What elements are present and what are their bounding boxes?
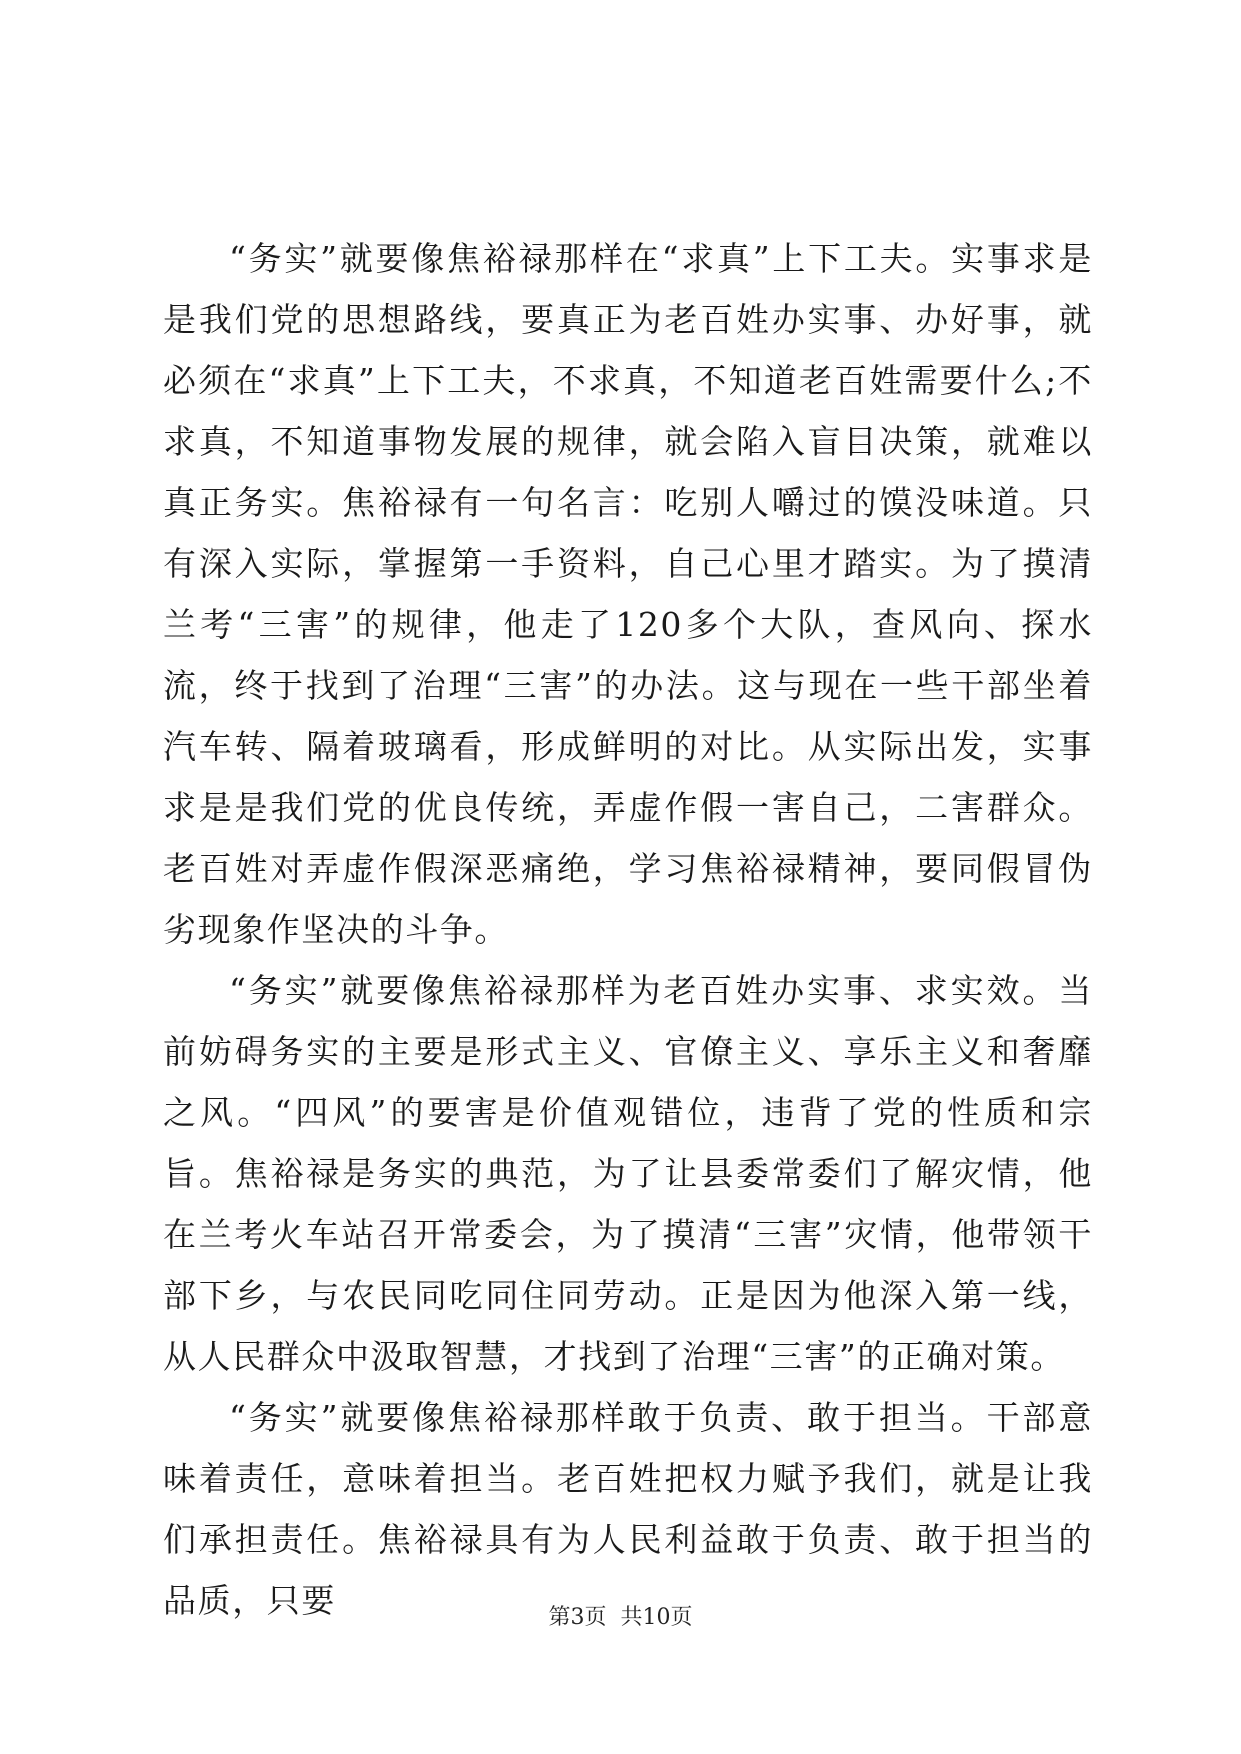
paragraph-responsibility: “务实”就要像焦裕禄那样敢于负责、敢于担当。干部意味着责任，意味着担当。老百姓把权力赋予我们，就是让我们承担责任。焦裕禄具有为人民利益敢于负责、敢于担当的品质，只要 bbox=[163, 1398, 1093, 1620]
page-footer bbox=[0, 1600, 1241, 1631]
body-text bbox=[163, 228, 1093, 1631]
page-total: 共10页 bbox=[620, 1605, 693, 1630]
paragraph-practical-results: “务实”就要像焦裕禄那样为老百姓办实事、求实效。当前妨碍务实的主要是形式主义、官僚主义、享乐主义和奢靡之风。“四风”的要害是价值观错位，违背了党的性质和宗旨。焦裕禄是务实的典范，为了让县委常委们了解灾情，他在兰考火车站召开常委会，为了摸清“三害”灾情，他带领干部下乡，与农民同吃同住同劳动。正是因为他深入第一线，从人民群众中汲取智慧，才找到了治理“三害”的正确对策。 bbox=[163, 971, 1093, 1376]
page-number: 第3页 bbox=[548, 1605, 607, 1630]
paragraph-seek-truth: “务实”就要像焦裕禄那样在“求真”上下工夫。实事求是是我们党的思想路线，要真正为老百姓办实事、办好事，就必须在“求真”上下工夫，不求真，不知道老百姓需要什么;不求真，不知道事物发展的规律，就会陷入盲目决策，就难以真正务实。焦裕禄有一句名言：吃别人嚼过的馍没味道。只有深入实际，掌握第一手资料，自己心里才踏实。为了摸清兰考“三害”的规律，他走了120多个大队，查风向、探水流，终于找到了治理“三害”的办法。这与现在一些干部坐着汽车转、隔着玻璃看，形成鲜明的对比。从实际出发，实事求是是我们党的优良传统，弄虚作假一害自己，二害群众。老百姓对弄虚作假深恶痛绝，学习焦裕禄精神，要同假冒伪劣现象作坚决的斗争。 bbox=[163, 239, 1093, 949]
